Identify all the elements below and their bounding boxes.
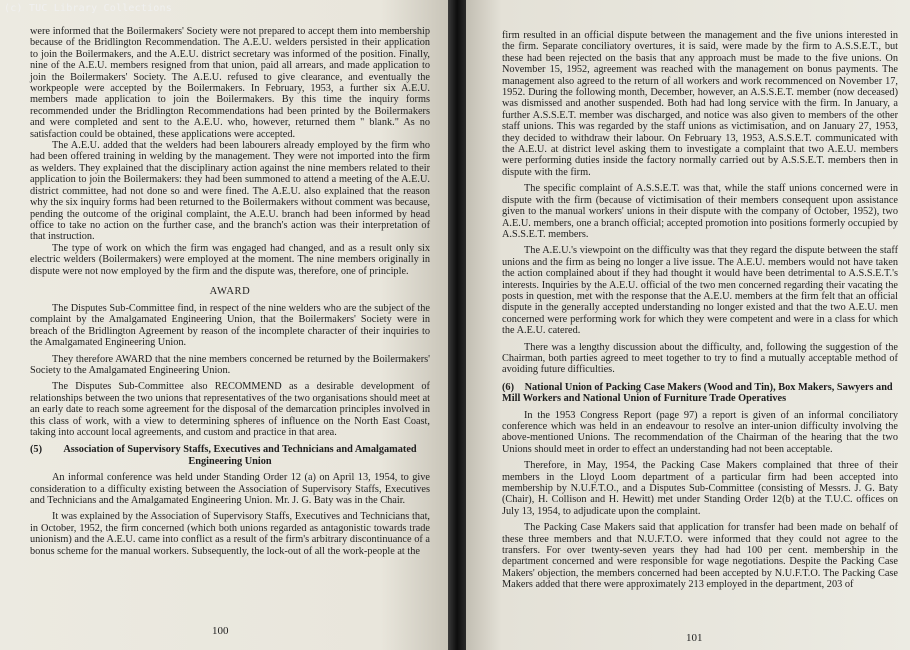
section-heading [502,382,898,405]
paragraph: In the 1953 Congress Report (page 97) a report is given of an informal conciliatory conference which was held in an endeavour to resolve an inter-union difficulty involving the above-mentioned Unions. The recommendation of the Chairman of the hearing that the two Unions should meet in order to effect an understanding had not been acceptable. [502,409,898,455]
right-page [466,0,910,650]
section-title: Association of Supervisory Staffs, Executives and Technicians and Amalgamated Engineering Union [63,444,417,467]
section-title: National Union of Packing Case Makers (Wood and Tin), Box Makers, Sawyers and Mill Workers and National Union of Furniture Trade Operatives [502,381,893,405]
paragraph: The A.E.U.'s viewpoint on the difficulty was that they regard the dispute between the staff unions and the firm as being no longer a live issue. The A.E.U. members would not have taken the action complained about if they had thought it would have been detrimental to A.S.S.E.T.'s interests. Inquiries by the A.E.U. official of the two men concerned regarding their vacating the posts in question, met with the response that the A.E.U. members at the firm felt that an official dispute in the generally accepted understanding no longer existed and that the two A.E.U. men concerned were performing work for which they were competent and were in a class for which the A.E.U. catered. [502,245,898,337]
paragraph: firm resulted in an official dispute between the management and the five unions interested in the firm. Separate conciliatory overtures, it is said, were made by the firm to A.S.S.E.T., but these had been rejected on the basis that any approach must be made to the five unions. On November 15, 1952, agreement was reached with the management on bonus payments. The management also agreed to the return of all workers and work recommenced on November 17, 1952. During the following month, December, however, an A.S.S.E.T. member (now deceased) was dismissed and another suspended. Both had had long service with the firm. In January, a further A.S.S.E.T. member was discharged, and notice was also given to members of the other staff unions. This was regarded by the staff unions as victimisation, and on January 27, 1953, they decided to withdraw their labour. On February 13, 1953, A.S.S.E.T. communicated with the A.E.U. at district level asking them to investigate a complaint that two A.E.U. members were performing duties inside the factory normally carried out by A.S.S.E.T. members then in dispute with the firm. [502,30,898,178]
section-number: (5) [30,444,43,456]
paragraph: were informed that the Boilermakers' Society were not prepared to accept them into membership because of the Bridlington Recommendation. The A.E.U. welders persisted in their application to join the Boilermakers, and the A.E.U. district secretary was informed of the position. Finally, nine of the A.E.U. members resigned from that union, paid all arrears, and made application to join the Boilermakers' Society. The A.E.U. refused to give clearance, and eventually the workpeople were accepted by the Boilermakers. In February, 1953, a further six A.E.U. members made application to join the Boilermakers. By this time the inquiry forms recommended under the Bridlington Recommendations had been printed by the Boilermakers and were completed and sent to the A.E.U. who, however, returned them " blank." As no satisfaction could be obtained, these applications were accepted. [30,26,430,140]
watermark-text: (c) TUC Library Collections [4,3,172,14]
paragraph: Therefore, in May, 1954, the Packing Case Makers complained that three of their members in the Lloyd Loom department of a particular firm had been accepted into membership by N.U.F.T.O., and a Disputes Sub-Committee (consisting of Messrs. J. G. Baty (Chair), H. Collison and H. Hewitt) met under Standing Order 12(b) at the T.U.C. offices on July 13, 1954, to adjudicate upon the complaint. [502,460,898,517]
left-page [0,0,448,650]
section-number: (6) [502,381,515,393]
paragraph: The specific complaint of A.S.S.E.T. was that, while the staff unions concerned were in dispute with the firm (because of victimisation of their members consequent upon assistance given to the manual workers' unions in their dispute with the company of October, 1952), two A.E.U. members, one a branch official; accepted promotion into positions formerly occupied by A.S.S.E.T. members. [502,183,898,240]
paragraph: The A.E.U. added that the welders had been labourers already employed by the firm who had been offered training in welding by the management. They were not imported into the firm as welders. They explained that the disciplinary action against the nine members related to their application to join the Boilermakers: they had been summoned to attend a meeting of the A.E.U. district committee, had not done so and were fined. The A.E.U. also explained that the reason why the six inquiry forms had been returned to the Boilermakers without comment was because, pending the outcome of the original complaint, the A.E.U. branch had been informed by head office to take no action on the further case, and the branch's action was their interpretation of that instruction. [30,140,430,243]
paragraph: The Disputes Sub-Committee also RECOMMEND as a desirable development of relationships between the two unions that representatives of the two organisations should meet at an early date to reach some agreement for the disposal of the demarcation principles involved in this class of work, with a view to determining spheres of influence on the North East Coast, taking into account local agreements, and custom and practice in that area. [30,381,430,438]
paragraph: An informal conference was held under Standing Order 12 (a) on April 13, 1954, to give consideration to a difficulty existing between the Association of Supervisory Staffs, Executives and Technicians and the Amalgamated Engineering Union. Mr. J. G. Baty was in the Chair. [30,472,430,507]
page-number: 101 [686,632,703,644]
award-heading: AWARD [209,285,251,297]
paragraph: They therefore AWARD that the nine members concerned be returned by the Boilermakers' Society to the Amalgamated Engineering Union. [30,353,430,376]
section-heading [30,444,430,467]
page-number: 100 [212,625,229,637]
paragraph: There was a lengthy discussion about the difficulty, and, following the suggestion of the Chairman, both parties agreed to meet together to try to find a mutually acceptable method of avoiding future difficulties. [502,341,898,376]
paragraph: The Disputes Sub-Committee find, in respect of the nine welders who are the subject of the complaint by the Amalgamated Engineering Union, that the Boilermakers' Society were in breach of the Bridlington Agreement by reason of the incomplete character of their inquiries to the Amalgamated Engineering Union. [30,302,430,349]
paragraph: It was explained by the Association of Supervisory Staffs, Executives and Technicians that, in October, 1952, the firm concerned (which both unions regarded as antagonistic towards trade unionism) and the A.E.U. came into conflict as a result of the firm's arbitrary discontinuance of a bonus scheme for the manual workers. Subsequently, the lock-out of all the work-people at the [30,511,430,557]
book-gutter [448,0,466,650]
paragraph: The Packing Case Makers said that application for transfer had been made on behalf of these three members and that N.U.F.T.O. were informed that they could not agree to the transfers. For over twenty-seven years they had had 100 per cent. membership in the department concerned and were responsible for wage negotiations. Despite the Packing Case Makers' objection, the members concerned had been accepted by N.U.F.T.O. The Packing Case Makers added that there were approximately 213 employed in the department, 203 of [502,522,898,591]
paragraph: The type of work on which the firm was engaged had changed, and as a result only six electric welders (Boilermakers) were employed at the moment. The nine members originally in dispute were not now employed by the firm and the dispute was, therefore, one of principle. [30,242,430,277]
